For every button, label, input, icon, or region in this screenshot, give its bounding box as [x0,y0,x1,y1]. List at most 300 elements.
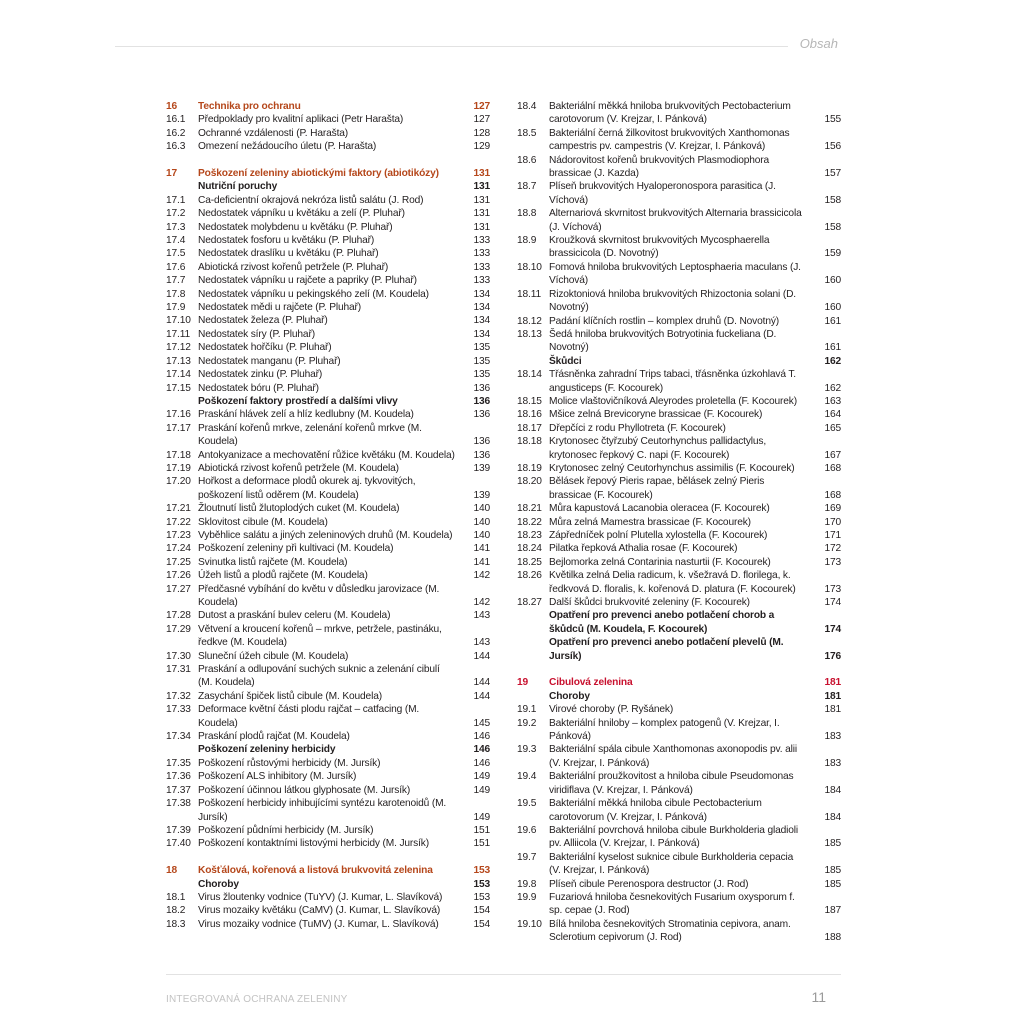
toc-entry [166,824,490,837]
toc-entry-page: 144 [473,677,490,689]
toc-entry-page: 133 [473,235,490,247]
toc-entry [166,234,490,247]
toc-entry [166,556,490,569]
toc-entry-page: 131 [473,221,490,233]
toc-entry-number: 18.15 [517,395,542,407]
toc-entry-page: 140 [473,516,490,528]
toc-entry-title: Poškození kontaktními listovými herbicidy (M. Jursík) [198,838,429,850]
toc-entry-number: 16 [166,101,178,112]
toc-subheading [166,180,490,193]
toc-entry [517,703,841,716]
toc-entry-title: Dřepčíci z rodu Phyllotreta (F. Kocourek) [549,422,726,434]
toc-entry [517,516,841,529]
toc-entry-page: 149 [473,771,490,783]
toc-entry-page: 144 [473,650,490,662]
toc-entry-number: 17.3 [166,221,186,233]
toc-entry-page: 136 [473,409,490,421]
toc-entry [517,408,841,421]
toc-entry-number: 17.26 [166,570,191,582]
toc-entry [517,542,841,555]
running-header-title: Obsah [799,36,838,51]
toc-entry-number: 17.20 [166,476,191,488]
toc-entry-title: Bakteriální měkká hniloba cibule Pectobacterium carotovorum (V. Krejzar, I. Pánková) [549,798,762,823]
toc-entry-number: 19 [517,677,529,689]
footer-rule [166,974,841,975]
toc-entry-number: 17.34 [166,731,191,743]
toc-entry-title: Nedostatek vápníku u květáku a zelí (P. Pluhař) [198,208,405,220]
toc-entry-title: Poškození herbicidy inhibujícími syntézu karotenoidů (M. Jursík) [198,798,447,823]
toc-entry-page: 185 [824,865,841,877]
toc-entry [166,328,490,341]
toc-entry-page: 187 [824,905,841,917]
toc-entry-number: 18.23 [517,530,542,541]
toc-entry-title: Pilatka řepková Athalia rosae (F. Kocourek) [549,543,738,555]
toc-entry-title: Svinutka listů rajčete (M. Koudela) [198,556,348,568]
toc-entry [166,623,490,650]
toc-entry [166,502,490,515]
toc-entry-title: Nádorovitost kořenů brukvovitých Plasmodiophora brassicae (J. Kazda) [549,154,770,180]
toc-entry [166,314,490,327]
toc-entry-number: 18.8 [517,208,537,220]
toc-entry-number: 17.24 [166,543,191,555]
toc-entry-page: 173 [824,583,841,595]
toc-entry [166,797,490,824]
toc-entry-page: 146 [473,757,490,769]
toc-entry-number: 17.23 [166,529,191,541]
toc-entry-title: Poškození zeleniny při kultivaci (M. Koudela) [198,543,394,555]
toc-entry-title: Košťálová, kořenová a listová brukvovitá zelenina [198,865,433,877]
toc-entry [166,301,490,314]
toc-entry [166,529,490,542]
toc-entry-title: Zápředníček polní Plutella xylostella (F. Kocourek) [549,530,768,541]
toc-entry-number: 17.25 [166,556,191,568]
toc-entry [517,918,841,945]
toc-entry-title: Ochranné vzdálenosti (P. Harašta) [198,127,349,139]
toc-entry-title: Choroby [198,878,239,890]
toc-entry-page: 143 [473,637,490,649]
toc-entry-number: 17.12 [166,342,191,354]
toc-entry-number: 17.13 [166,355,191,367]
toc-entry-page: 161 [824,315,841,327]
toc-entry-title: Bakteriální černá žilkovitost brukvovitých Xanthomonas campestris pv. campestris (V. Krejzar, I. Pánková) [549,127,790,153]
toc-entry-number: 19.10 [517,918,542,930]
toc-entry-page: 185 [824,838,841,850]
toc-entry-page: 174 [824,623,841,635]
toc-entry-title: Bakteriální měkká hniloba brukvovitých Pectobacterium carotovorum (V. Krejzar, I. Pánková) [549,101,791,126]
toc-entry-page: 135 [473,342,490,354]
toc-entry-title: Alternariová skvrnitost brukvovitých Alternaria brassicicola (J. Víchová) [549,208,802,233]
toc-entry-number: 17.22 [166,516,191,528]
toc-entry-title: Virové choroby (P. Ryšánek) [549,704,674,716]
toc-entry-number: 17.40 [166,838,191,850]
toc-entry-page: 131 [473,181,490,193]
toc-entry [517,328,841,355]
toc-entry-title: Bakteriální povrchová hniloba cibule Burkholderia gladioli pv. Alliicola (V. Krejzar, I. Pánková) [549,824,798,850]
toc-entry [166,127,490,140]
toc-entry-number: 17 [166,168,178,180]
toc-entry-title: Virus mozaiky vodnice (TuMV) (J. Kumar, L. Slavíková) [198,918,439,930]
toc-entry-title: Opatření pro prevenci anebo potlačení chorob a škůdců (M. Koudela, F. Kocourek) [549,610,775,635]
toc-entry-number: 16.1 [166,114,186,126]
toc-entry-title: Nedostatek vápníku u pekingského zelí (M. Koudela) [198,288,429,300]
toc-entry [166,918,490,931]
toc-subheading [166,878,490,891]
toc-entry-page: 158 [824,194,841,206]
toc-entry-number: 18.26 [517,570,542,582]
toc-entry-number: 18.17 [517,422,542,434]
toc-entry [517,288,841,315]
toc-entry-page: 133 [473,275,490,287]
toc-entry-page: 167 [824,449,841,461]
toc-entry-title: Poškození faktory prostředí a dalšími vlivy [198,395,398,407]
toc-entry [166,784,490,797]
toc-entry-number: 18.22 [517,516,542,528]
toc-entry-page: 151 [473,824,490,836]
toc-entry-title: Technika pro ochranu [198,101,301,112]
toc-entry [517,100,841,127]
toc-entry-page: 146 [473,744,490,756]
header-rule [115,46,788,47]
toc-entry-number: 17.1 [166,194,186,206]
toc-entry-number: 18.7 [517,181,537,193]
toc-subheading [166,395,490,408]
toc-entry-title: Virus mozaiky květáku (CaMV) (J. Kumar, L. Slavíková) [198,905,441,917]
footer-book-title: INTEGROVANÁ OCHRANA ZELENINY [166,994,348,1005]
toc-entry-number: 16.3 [166,141,186,153]
toc-entry-number: 17.5 [166,248,186,260]
toc-entry-page: 134 [473,288,490,300]
toc-entry-page: 181 [824,690,841,702]
toc-entry [166,140,490,153]
toc-entry-page: 154 [473,905,490,917]
toc-entry [517,261,841,288]
toc-entry-number: 18.1 [166,891,186,903]
toc-entry-title: Poškození růstovými herbicidy (M. Jursík) [198,757,381,769]
toc-entry-page: 171 [824,530,841,541]
toc-entry-page: 129 [473,141,490,153]
toc-entry [166,368,490,381]
toc-entry-number: 19.3 [517,744,537,756]
toc-entry-title: Omezení nežádoucího úletu (P. Harašta) [198,141,377,153]
toc-entry-page: 141 [473,543,490,555]
toc-entry [166,475,490,502]
toc-entry-number: 18.12 [517,315,542,327]
toc-entry-title: Předčasné vybíhání do květu v důsledku jarovizace (M. Koudela) [198,583,440,609]
toc-entry [517,435,841,462]
toc-entry-page: 188 [824,932,841,944]
toc-chapter [166,100,490,113]
toc-entry-page: 146 [473,731,490,743]
toc-entry-number: 18.3 [166,918,186,930]
toc-entry [166,274,490,287]
toc-entry-title: Krytonosec zelný Ceutorhynchus assimilis (F. Kocourek) [549,462,795,474]
toc-entry-page: 154 [473,918,490,930]
toc-entry-page: 133 [473,248,490,260]
toc-entry-number: 17.28 [166,610,191,622]
toc-entry-page: 131 [473,194,490,206]
toc-entry [517,569,841,596]
toc-entry-page: 155 [824,114,841,126]
toc-entry [517,556,841,569]
toc-entry-title: Šedá hniloba brukvovitých Botryotinia fuckeliana (D. Novotný) [549,328,777,354]
toc-entry-title: Praskání plodů rajčat (M. Koudela) [198,731,350,743]
toc-entry-page: 127 [473,101,490,112]
toc-entry [166,207,490,220]
toc-entry-number: 17.6 [166,261,186,273]
toc-entry-title: Poškození ALS inhibitory (M. Jursík) [198,771,357,783]
toc-entry-page: 163 [824,395,841,407]
toc-entry-title: Nedostatek fosforu u květáku (P. Pluhař) [198,235,375,247]
toc-entry-title: Větvení a kroucení kořenů – mrkve, petržele, pastináku, ředkve (M. Koudela) [198,623,442,649]
toc-entry-title: Cibulová zelenina [549,677,633,689]
toc-entry-number: 18.18 [517,436,542,448]
toc-entry-title: Plíseň brukvovitých Hyaloperonospora parasitica (J. Víchová) [549,181,776,206]
toc-subheading [517,690,841,703]
toc-entry [517,851,841,878]
toc-entry-title: Hořkost a deformace plodů okurek aj. tykvovitých, poškození listů oděrem (M. Koudela) [198,476,416,501]
toc-entry-title: Nedostatek molybdenu u květáku (P. Pluhař) [198,221,393,233]
toc-entry-number: 17.39 [166,824,191,836]
toc-entry-page: 136 [473,382,490,394]
toc-entry-title: Plíseň cibule Perenospora destructor (J. Rod) [549,878,749,890]
toc-entry-number: 17.38 [166,798,191,810]
toc-entry-page: 156 [824,141,841,153]
toc-entry-number: 17.31 [166,664,191,676]
toc-entry-title: Nedostatek síry (P. Pluhař) [198,328,315,340]
toc-entry-page: 136 [473,449,490,461]
toc-entry-number: 19.6 [517,824,537,836]
toc-entry-title: Žloutnutí listů žlutoplodých cuket (M. Koudela) [198,503,400,515]
toc-entry-page: 134 [473,328,490,340]
toc-entry-page: 181 [824,704,841,716]
toc-entry-title: Padání klíčních rostlin – komplex druhů (D. Novotný) [549,315,780,327]
toc-entry [166,261,490,274]
toc-entry-page: 184 [824,784,841,796]
toc-entry [517,717,841,744]
toc-entry [517,127,841,154]
toc-entry-title: Rizoktoniová hniloba brukvovitých Rhizoctonia solani (D. Novotný) [549,288,796,314]
toc-entry-page: 153 [473,878,490,890]
toc-entry-page: 145 [473,717,490,729]
toc-entry-number: 18.10 [517,261,542,273]
toc-entry [166,730,490,743]
toc-entry-title: Fuzariová hniloba česnekovitých Fusarium oxysporum f. sp. cepae (J. Rod) [549,891,795,917]
toc-entry-number: 18.13 [517,328,542,340]
toc-entry-title: Bílá hniloba česnekovitých Stromatinia cepivora, anam. Sclerotium cepivorum (J. Rod) [549,918,791,944]
toc-entry-number: 17.19 [166,462,191,474]
toc-entry-number: 17.32 [166,690,191,702]
toc-entry-title: Předpoklady pro kvalitní aplikaci (Petr Harašta) [198,114,404,126]
toc-entry-number: 19.1 [517,704,537,716]
toc-entry-page: 136 [473,436,490,448]
toc-entry-number: 18.27 [517,597,542,609]
toc-entry-number: 17.18 [166,449,191,461]
toc-entry-page: 158 [824,221,841,233]
toc-entry-page: 184 [824,811,841,823]
toc-entry-page: 165 [824,422,841,434]
toc-entry-title: Virus žloutenky vodnice (TuYV) (J. Kumar, L. Slavíková) [198,891,443,903]
toc-entry-title: Nedostatek zinku (P. Pluhař) [198,369,323,381]
toc-entry-page: 168 [824,462,841,474]
toc-entry [517,824,841,851]
toc-entry [166,837,490,850]
toc-entry [166,690,490,703]
toc-entry [166,247,490,260]
toc-entry-page: 143 [473,610,490,622]
toc-entry-title: Ca-deficientní okrajová nekróza listů salátu (J. Rod) [198,194,424,206]
toc-entry-number: 17.21 [166,503,191,515]
toc-entry [517,154,841,181]
toc-entry [517,770,841,797]
toc-entry-number: 17.11 [166,328,190,340]
toc-entry-number: 18.6 [517,154,537,166]
toc-entry-title: Praskání a odlupování suchých suknic a zelenání cibulí (M. Koudela) [198,664,440,689]
toc-entry-number: 19.8 [517,878,537,890]
toc-entry-page: 151 [473,838,490,850]
toc-entry-title: Sklovitost cibule (M. Koudela) [198,516,328,528]
toc-entry [166,663,490,690]
toc-entry-number: 17.14 [166,369,191,381]
toc-entry-page: 170 [824,516,841,528]
toc-entry [166,904,490,917]
toc-entry-number: 17.9 [166,302,186,314]
toc-entry-number: 17.27 [166,583,191,595]
toc-entry-page: 139 [473,462,490,474]
toc-entry [517,234,841,261]
toc-entry-title: Nedostatek železa (P. Pluhař) [198,315,328,327]
toc-entry-number: 19.2 [517,717,537,729]
toc-entry-number: 18.20 [517,476,542,488]
toc-entry [166,542,490,555]
toc-entry [517,797,841,824]
toc-entry-page: 134 [473,315,490,327]
toc-entry-number: 19.7 [517,851,537,863]
toc-entry-title: Poškození zeleniny herbicidy [198,744,336,756]
toc-entry-title: Můra kapustová Lacanobia oleracea (F. Kocourek) [549,503,770,515]
toc-entry-number: 17.2 [166,208,186,220]
toc-entry [517,207,841,234]
toc-entry [166,569,490,582]
toc-entry [166,891,490,904]
toc-entry-page: 164 [824,409,841,421]
toc-entry-number: 17.36 [166,771,191,783]
toc-entry-page: 160 [824,302,841,314]
toc-entry [166,609,490,622]
toc-subheading [517,636,841,663]
toc-entry-title: Molice vlaštovičníková Aleyrodes proletella (F. Kocourek) [549,395,797,407]
toc-entry-page: 176 [824,650,841,662]
toc-entry-number: 17.29 [166,623,191,635]
toc-entry-number: 18.24 [517,543,542,555]
toc-entry-number: 17.37 [166,784,191,796]
toc-chapter [166,167,490,180]
toc-entry [517,422,841,435]
toc-entry-title: Bakteriální kyselost suknice cibule Burkholderia cepacia (V. Krejzar, I. Pánková) [549,851,794,877]
toc-entry [517,891,841,918]
toc-entry-title: Úžeh listů a plodů rajčete (M. Koudela) [198,570,368,582]
toc-entry-page: 162 [824,355,841,367]
toc-entry [166,194,490,207]
toc-entry-title: Fomová hniloba brukvovitých Leptosphaeria maculans (J. Víchová) [549,261,801,287]
toc-entry-title: Deformace květní části plodu rajčat – catfacing (M. Koudela) [198,704,420,729]
toc-entry-title: Mšice zelná Brevicoryne brassicae (F. Kocourek) [549,409,763,421]
toc-column-left [166,100,490,931]
toc-entry [166,703,490,730]
toc-entry-title: Praskání kořenů mrkve, zelenání kořenů mrkve (M. Koudela) [198,422,422,448]
toc-entry-number: 18.9 [517,235,537,247]
toc-entry-title: Bejlomorka zelná Contarinia nasturtii (F. Kocourek) [549,556,771,568]
toc-entry-title: Můra zelná Mamestra brassicae (F. Kocourek) [549,516,751,528]
toc-entry-number: 17.15 [166,382,191,394]
toc-entry-title: Praskání hlávek zelí a hlíz kedlubny (M. Koudela) [198,409,414,421]
toc-entry-page: 183 [824,731,841,743]
toc-entry [517,315,841,328]
toc-chapter [517,676,841,689]
toc-entry-page: 142 [473,597,490,609]
toc-entry-title: Poškození účinnou látkou glyphosate (M. Jursík) [198,784,411,796]
footer-page-number: 11 [811,989,826,1005]
toc-entry [166,113,490,126]
toc-entry-page: 128 [473,127,490,139]
toc-entry-title: Nedostatek bóru (P. Pluhař) [198,382,319,394]
toc-chapter [166,864,490,877]
toc-entry-title: Nedostatek mědi u rajčete (P. Pluhař) [198,302,362,314]
toc-entry-page: 153 [473,865,490,877]
toc-entry-page: 141 [473,556,490,568]
toc-entry-number: 17.30 [166,650,191,662]
toc-entry-title: Květilka zelná Delia radicum, k. všežravá D. florilega, k. ředkvová D. floralis, k. kořenová D. platura (F. Kocourek) [549,570,796,595]
toc-entry-number: 19.4 [517,771,537,783]
toc-entry-page: 127 [473,114,490,126]
toc-entry-title: Třásněnka zahradní Trips tabaci, třásněnka úzkohlavá T. angusticeps (F. Kocourek) [549,369,796,394]
toc-entry-title: Opatření pro prevenci anebo potlačení plevelů (M. Jursík) [549,637,784,662]
toc-entry-page: 133 [473,261,490,273]
toc-entry-page: 134 [473,302,490,314]
toc-entry-title: Nedostatek draslíku u květáku (P. Pluhař) [198,248,379,260]
toc-entry-title: Nedostatek vápníku u rajčete a papriky (P. Pluhař) [198,275,417,287]
toc-entry [517,502,841,515]
toc-entry-page: 153 [473,891,490,903]
toc-subheading [166,743,490,756]
toc-entry-page: 142 [473,570,490,582]
toc-entry-page: 131 [473,208,490,220]
toc-entry-page: 135 [473,355,490,367]
toc-entry-title: Bělásek řepový Pieris rapae, bělásek zelný Pieris brassicae (F. Kocourek) [549,476,765,501]
toc-entry-page: 172 [824,543,841,555]
toc-entry-page: 173 [824,556,841,568]
toc-entry-page: 149 [473,811,490,823]
toc-entry-number: 19.5 [517,798,537,810]
toc-entry [166,583,490,610]
toc-entry-page: 161 [824,342,841,354]
toc-entry-page: 149 [473,784,490,796]
toc-entry-title: Krytonosec čtyřzubý Ceutorhynchus pallidactylus, krytonosec řepkový C. napi (F. Kocourek) [549,436,767,461]
toc-entry-page: 160 [824,275,841,287]
toc-entry [517,462,841,475]
toc-entry [166,382,490,395]
toc-entry-number: 18.5 [517,127,537,139]
toc-entry [166,341,490,354]
toc-entry [517,475,841,502]
toc-entry-number: 18.2 [166,905,186,917]
toc-entry [166,516,490,529]
toc-entry [517,596,841,609]
toc-entry [166,355,490,368]
toc-entry [166,770,490,783]
toc-entry-title: Kroužková skvrnitost brukvovitých Mycosphaerella brassicicola (D. Novotný) [549,235,770,260]
toc-entry-title: Další škůdci brukvovité zeleniny (F. Kocourek) [549,597,750,609]
toc-entry-page: 135 [473,369,490,381]
